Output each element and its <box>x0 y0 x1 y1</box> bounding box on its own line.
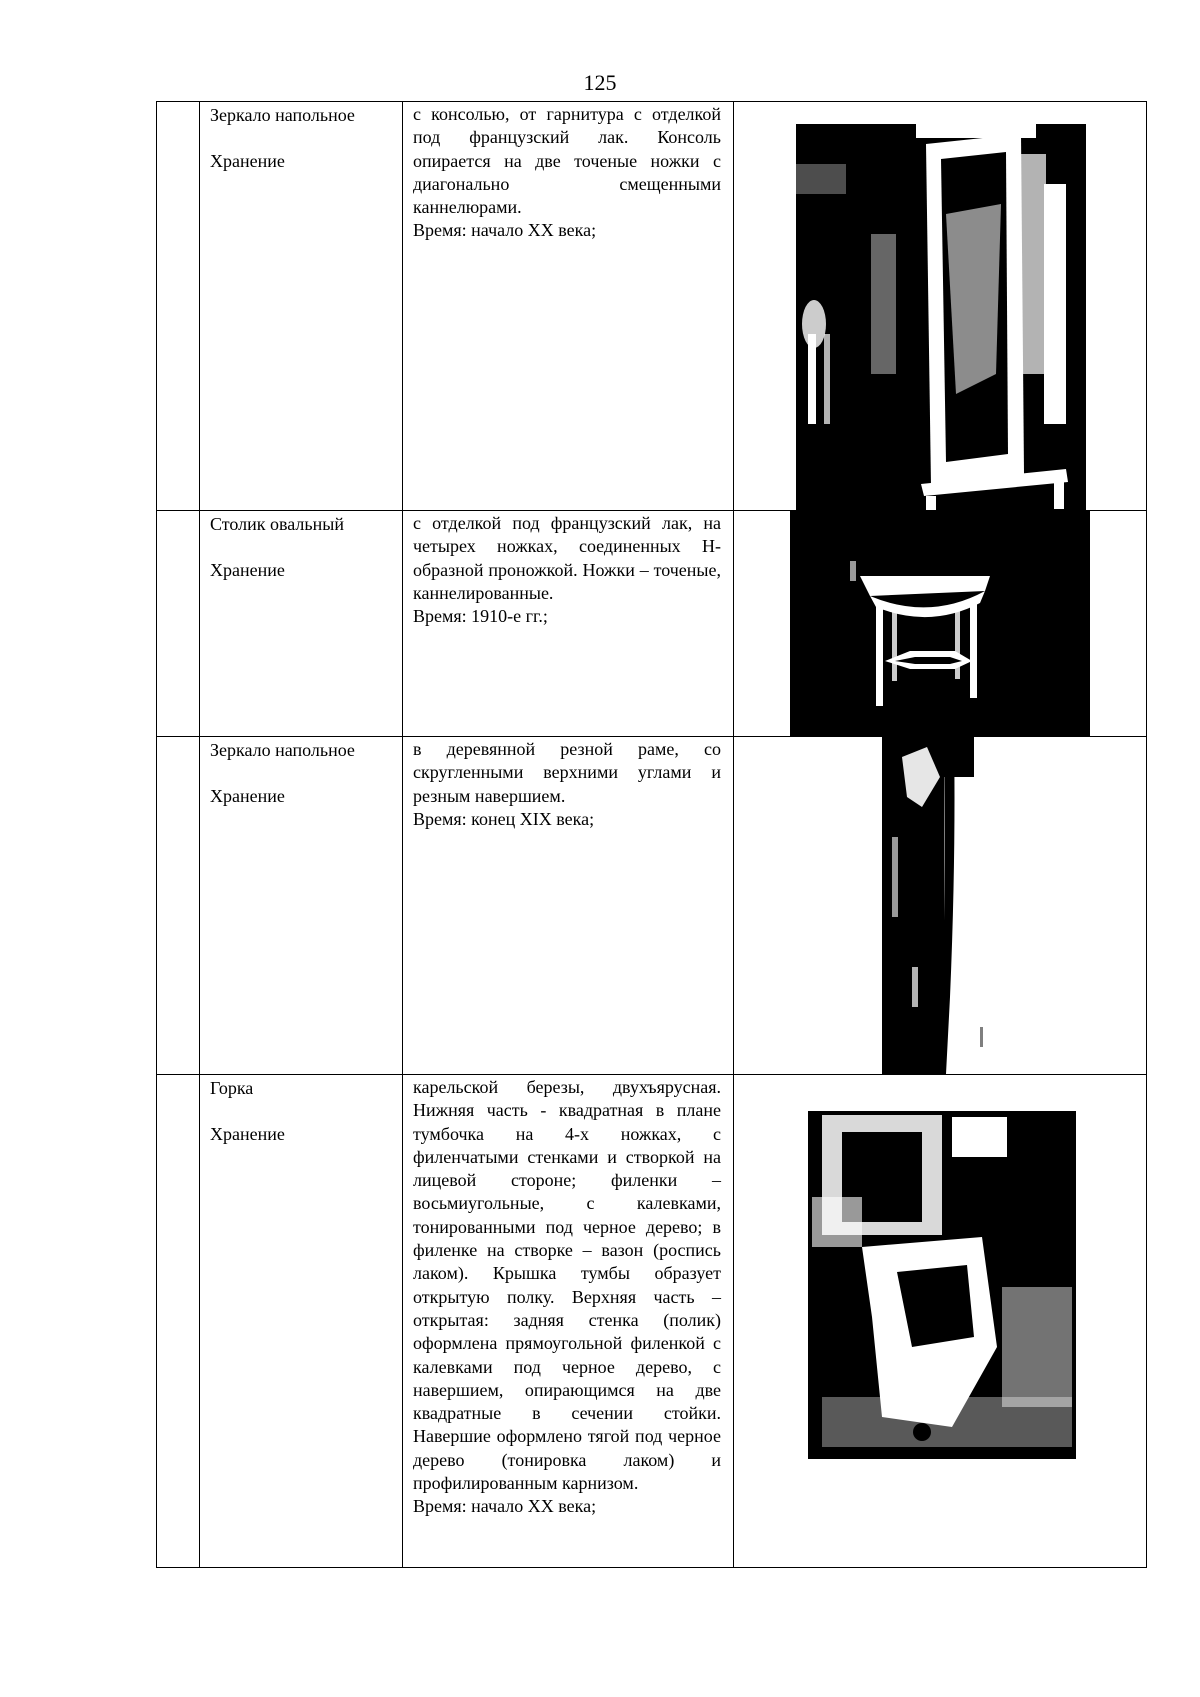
row-number-cell <box>157 102 200 511</box>
oval-table-photo <box>790 511 1090 736</box>
karelian-birch-cabinet-photo <box>802 1097 1082 1465</box>
item-description: карельской березы, двухъярусная. Нижняя часть - квадратная в плане тумбочка на 4-х ножках, с филенчатыми стенками и створкой на лицевой стороне; филенки – восьмиугольные, с калевками, тонированными под черное дерево; в филенке на створке – вазон (роспись лаком). Крышка тумбы образует открытую полку. Верхняя часть – открытая: задняя стенка (полик) оформлена прямоугольной филенкой с калевками под черное дерево, с навершием, опирающимся на две квадратные в сечении стойки. Навершие оформлено тягой под черное дерево (тонировка лаком) и профилированным карнизом. <box>413 1077 721 1494</box>
row-number-cell <box>157 511 200 737</box>
item-photo-cell <box>734 1075 1147 1568</box>
row-number-cell <box>157 1075 200 1568</box>
item-description-cell <box>403 511 734 737</box>
catalog-table <box>156 101 1147 1568</box>
table-row <box>157 511 1147 737</box>
item-time: Время: начало XX века; <box>413 1496 597 1517</box>
item-status: Хранение <box>210 1124 285 1144</box>
row-number-cell <box>157 737 200 1075</box>
table-row <box>157 102 1147 511</box>
item-photo-cell <box>734 511 1147 737</box>
carved-floor-mirror-photo <box>882 737 994 1074</box>
item-description: с отделкой под французский лак, на четырех ножках, соединенных Н-образной проножкой. Ножки – точеные, каннелированные. <box>413 513 721 603</box>
item-description-cell <box>403 102 734 511</box>
item-name: Зеркало напольное <box>210 740 355 760</box>
item-status: Хранение <box>210 151 285 171</box>
item-description-cell <box>403 737 734 1075</box>
page-number: 125 <box>583 70 617 95</box>
item-name: Зеркало напольное <box>210 105 355 125</box>
item-description-cell <box>403 1075 734 1568</box>
item-name: Горка <box>210 1078 254 1098</box>
item-name: Столик овальный <box>210 514 344 534</box>
item-name-cell <box>200 102 403 511</box>
item-description: с консолью, от гарнитура с отделкой под французский лак. Консоль опирается на две точеные ножки с диагонально смещенными каннелюрами. <box>413 104 721 218</box>
item-description: в деревянной резной раме, со скругленными верхними углами и резным навершием. <box>413 739 721 806</box>
item-status: Хранение <box>210 786 285 806</box>
item-time: Время: начало XX века; <box>413 220 597 241</box>
item-photo-cell <box>734 102 1147 511</box>
item-name-cell <box>200 1075 403 1568</box>
item-time: Время: 1910-е гг.; <box>413 606 548 627</box>
item-name-cell <box>200 511 403 737</box>
item-status: Хранение <box>210 560 285 580</box>
table-row <box>157 1075 1147 1568</box>
item-time: Время: конец XIX века; <box>413 808 595 829</box>
item-name-cell <box>200 737 403 1075</box>
table-row <box>157 737 1147 1075</box>
item-photo-cell <box>734 737 1147 1075</box>
floor-mirror-with-console-photo <box>796 124 1086 510</box>
